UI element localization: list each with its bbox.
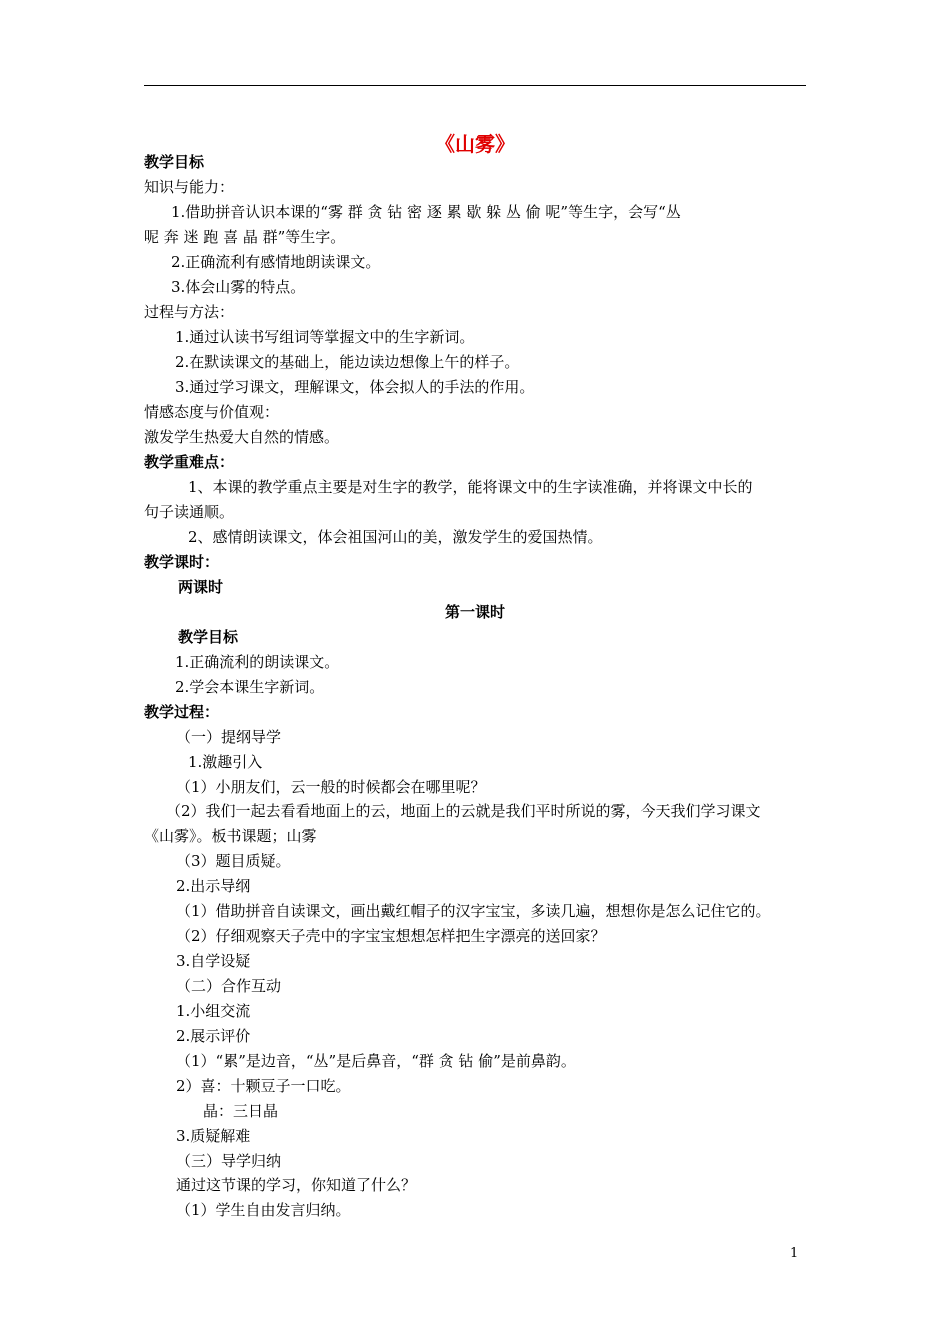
subheading: 过程与方法： xyxy=(144,303,235,321)
paragraph-line: 2.展示评价 xyxy=(176,1027,251,1045)
paragraph-line: 1.通过认读书写组词等掌握文中的生字新词。 xyxy=(175,328,475,346)
section-heading: 教学过程： xyxy=(144,703,220,721)
paragraph-line: 1.正确流利的朗读课文。 xyxy=(175,653,340,671)
paragraph-line: 2、感情朗读课文，体会祖国河山的美，激发学生的爱国热情。 xyxy=(188,528,603,546)
paragraph-line: 2.出示导纲 xyxy=(176,877,251,895)
subheading: 教学目标 xyxy=(178,628,239,646)
paragraph-line: （3）题目质疑。 xyxy=(176,852,291,870)
paragraph-line: （2）仔细观察天子壳中的字宝宝想想怎样把生字漂亮的送回家？ xyxy=(176,927,606,945)
paragraph-line: （一）提纲导学 xyxy=(176,728,282,746)
paragraph-line: （2）我们一起去看看地面上的云，地面上的云就是我们平时所说的雾，今天我们学习课文 xyxy=(166,802,761,820)
paragraph-line: 句子读通顺。 xyxy=(144,503,235,521)
paragraph-line: （二）合作互动 xyxy=(176,977,282,995)
paragraph-line: 1.小组交流 xyxy=(176,1002,251,1020)
paragraph-line: 2.正确流利有感情地朗读课文。 xyxy=(171,253,381,271)
paragraph-line: 3.自学设疑 xyxy=(176,952,251,970)
paragraph-line: （1）小朋友们，云一般的时候都会在哪里呢？ xyxy=(176,778,486,796)
paragraph-line: 2.在默读课文的基础上，能边读边想像上午的样子。 xyxy=(175,353,520,371)
paragraph-line: 通过这节课的学习，你知道了什么？ xyxy=(176,1176,417,1194)
paragraph-line: 3.体会山雾的特点。 xyxy=(171,278,306,296)
paragraph-line: （1）学生自由发言归纳。 xyxy=(176,1201,351,1219)
subheading: 两课时 xyxy=(178,578,224,596)
paragraph-line: 呢 奔 迷 跑 喜 晶 群”等生字。 xyxy=(144,228,346,246)
paragraph-line: 3.质疑解难 xyxy=(176,1127,251,1145)
subheading: 知识与能力： xyxy=(144,178,235,196)
paragraph-line: 3.通过学习课文，理解课文，体会拟人的手法的作用。 xyxy=(175,378,535,396)
paragraph-line: 1.借助拼音认识本课的“雾 群 贪 钻 密 逐 累 歇 躲 丛 偷 呢”等生字，会写“丛 xyxy=(171,203,681,221)
subheading: 情感态度与价值观： xyxy=(144,403,280,421)
paragraph-line: 晶：三日晶 xyxy=(203,1102,279,1120)
page-number: 1 xyxy=(790,1246,799,1261)
paragraph-line: 激发学生热爱大自然的情感。 xyxy=(144,428,340,446)
paragraph-line: （三）导学归纳 xyxy=(176,1152,282,1170)
paragraph-line: （1）借助拼音自读课文，画出戴红帽子的汉字宝宝，多读几遍，想想你是怎么记住它的。 xyxy=(176,902,771,920)
section-heading: 教学课时： xyxy=(144,553,220,571)
section-heading: 教学目标 xyxy=(144,153,205,171)
lesson-heading: 第一课时 xyxy=(444,603,505,621)
section-heading: 教学重难点： xyxy=(144,453,235,471)
document-title: 《山雾》 xyxy=(435,132,515,156)
paragraph-line: 2）喜：十颗豆子一口吃。 xyxy=(176,1077,351,1095)
paragraph-line: 《山雾》。板书课题；山雾 xyxy=(144,827,317,845)
paragraph-line: 2.学会本课生字新词。 xyxy=(175,678,325,696)
paragraph-line: 1.激趣引入 xyxy=(188,753,263,771)
paragraph-line: （1）“累”是边音，“丛”是后鼻音，“群 贪 钻 偷”是前鼻韵。 xyxy=(176,1052,576,1070)
header-rule xyxy=(144,85,806,86)
paragraph-line: 1、本课的教学重点主要是对生字的教学，能将课文中的生字读准确，并将课文中长的 xyxy=(188,478,753,496)
